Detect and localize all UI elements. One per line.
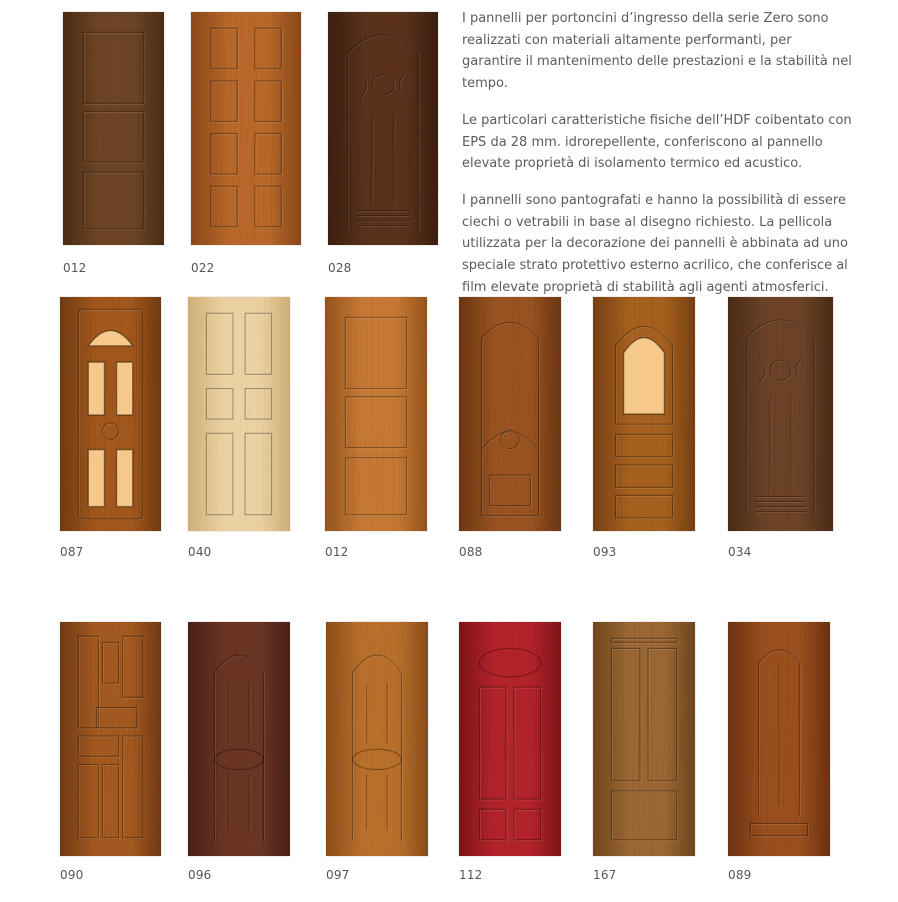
door-illustration — [188, 622, 290, 856]
panel-code: 040 — [188, 545, 212, 559]
door-panel-034[interactable] — [728, 297, 833, 531]
door-illustration — [63, 12, 164, 245]
door-illustration — [728, 622, 830, 856]
door-illustration — [188, 297, 290, 531]
panel-code: 012 — [63, 261, 87, 275]
description — [462, 8, 852, 313]
description-paragraph-2: Le particolari caratteristiche fisiche dell’HDF coibentato con EPS da 28 mm. idrorepellente, conferiscono al pannello elevate proprietà di isolamento termico ed acustico. — [462, 112, 852, 172]
panel-code: 097 — [326, 868, 350, 882]
panel-code: 034 — [728, 545, 752, 559]
description-paragraph-1: I pannelli per portoncini d’ingresso della serie Zero sono realizzati con materiali altamente performanti, per garantire il mantenimento delle prestazioni e la stabilità nel tempo. — [462, 11, 852, 92]
door-panel-088[interactable] — [459, 297, 561, 531]
door-illustration — [459, 622, 561, 856]
door-panel-012-a[interactable] — [63, 12, 164, 245]
door-illustration — [593, 622, 695, 856]
door-panel-112[interactable] — [459, 622, 561, 856]
panel-code: 096 — [188, 868, 212, 882]
door-illustration — [728, 297, 833, 531]
panel-code: 022 — [191, 261, 215, 275]
door-illustration — [326, 622, 428, 856]
door-panel-097[interactable] — [326, 622, 428, 856]
door-panel-096[interactable] — [188, 622, 290, 856]
panel-code: 028 — [328, 261, 352, 275]
description-paragraph-3: I pannelli sono pantografati e hanno la possibilità di essere ciechi o vetrabili in base al disegno richiesto. La pellicola utilizzata per la decorazione dei pannelli è abbinata ad uno speciale strato protettivo esterno acrilico, che conferisce al film elevate proprietà di stabilità agli agenti atmosferici. — [462, 192, 848, 295]
door-panel-167[interactable] — [593, 622, 695, 856]
door-illustration — [593, 297, 695, 531]
panel-code: 088 — [459, 545, 483, 559]
panel-code: 090 — [60, 868, 84, 882]
door-illustration — [325, 297, 427, 531]
panel-code: 093 — [593, 545, 617, 559]
door-illustration — [60, 622, 161, 856]
door-illustration — [459, 297, 561, 531]
panel-code: 087 — [60, 545, 84, 559]
door-panel-093[interactable] — [593, 297, 695, 531]
door-panel-090[interactable] — [60, 622, 161, 856]
door-panel-087[interactable] — [60, 297, 161, 531]
panel-code: 012 — [325, 545, 349, 559]
door-panel-028[interactable] — [328, 12, 438, 245]
panel-code: 167 — [593, 868, 617, 882]
door-panel-089[interactable] — [728, 622, 830, 856]
panel-code: 089 — [728, 868, 752, 882]
door-illustration — [191, 12, 301, 245]
door-illustration — [60, 297, 161, 531]
door-illustration — [328, 12, 438, 245]
door-panel-012-b[interactable] — [325, 297, 427, 531]
door-panel-022[interactable] — [191, 12, 301, 245]
door-panel-040[interactable] — [188, 297, 290, 531]
panel-code: 112 — [459, 868, 483, 882]
